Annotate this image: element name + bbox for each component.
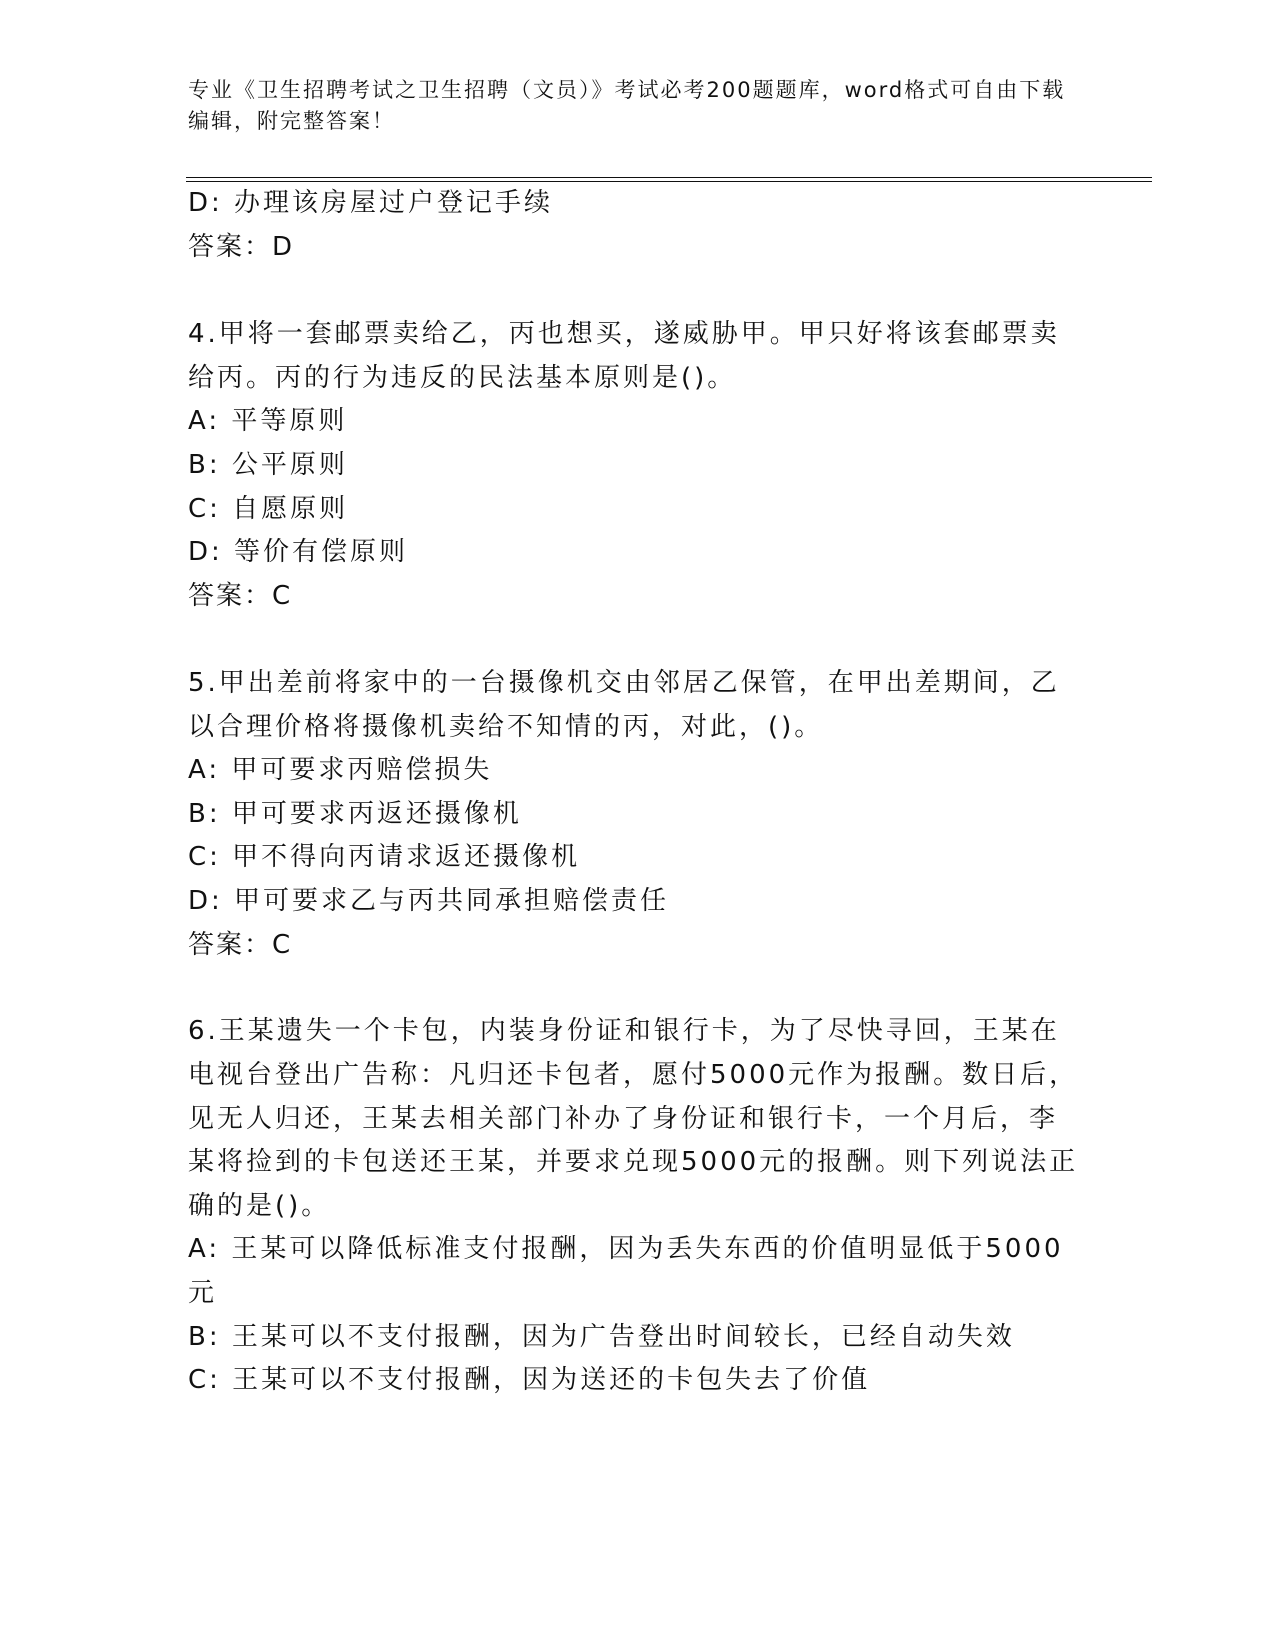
q5-option-d: D: 甲可要求乙与丙共同承担赔偿责任	[188, 886, 670, 916]
document-header: 专业《卫生招聘考试之卫生招聘（文员）》考试必考200题题库，word格式可自由下载编辑，附完整答案！	[188, 78, 1066, 133]
q5-stem-line-2: 以合理价格将摄像机卖给不知情的丙，对此，()。	[188, 712, 824, 742]
q6-option-b: B: 王某可以不支付报酬，因为广告登出时间较长，已经自动失效	[188, 1322, 1015, 1352]
q3-answer: 答案：D	[188, 232, 295, 262]
q4-option-c: C: 自愿原则	[188, 494, 349, 524]
q6-stem-line-3: 见无人归还，王某去相关部门补办了身份证和银行卡，一个月后，李	[188, 1104, 1059, 1134]
q6-stem-line-1: 6.王某遗失一个卡包，内装身份证和银行卡，为了尽快寻回，王某在	[188, 1016, 1060, 1046]
q6-option-a-line-2: 元	[188, 1278, 218, 1308]
q6-option-a-line-1: A: 王某可以降低标准支付报酬，因为丢失东西的价值明显低于5000	[188, 1234, 1064, 1264]
q4-stem-line-1: 4.甲将一套邮票卖给乙，丙也想买，遂威胁甲。甲只好将该套邮票卖	[188, 319, 1060, 349]
q4-option-b: B: 公平原则	[188, 450, 348, 480]
q6-stem-line-5: 确的是()。	[188, 1191, 331, 1221]
q5-option-b: B: 甲可要求丙返还摄像机	[188, 799, 522, 829]
q5-stem-line-1: 5.甲出差前将家中的一台摄像机交由邻居乙保管，在甲出差期间，乙	[188, 668, 1060, 698]
q6-stem-line-2: 电视台登出广告称：凡归还卡包者，愿付5000元作为报酬。数日后，	[188, 1060, 1079, 1090]
q5-answer: 答案：C	[188, 930, 293, 960]
q5-option-a: A: 甲可要求丙赔偿损失	[188, 755, 493, 785]
header-divider-top	[186, 177, 1152, 178]
q5-option-c: C: 甲不得向丙请求返还摄像机	[188, 842, 581, 872]
q4-option-a: A: 平等原则	[188, 406, 348, 436]
header-divider-bottom	[186, 181, 1152, 182]
q4-option-d: D: 等价有偿原则	[188, 537, 409, 567]
q3-option-d: D: 办理该房屋过户登记手续	[188, 188, 554, 218]
q4-answer: 答案：C	[188, 581, 293, 611]
q4-stem-line-2: 给丙。丙的行为违反的民法基本原则是()。	[188, 363, 737, 393]
q6-option-c: C: 王某可以不支付报酬，因为送还的卡包失去了价值	[188, 1365, 871, 1395]
q6-stem-line-4: 某将捡到的卡包送还王某，并要求兑现5000元的报酬。则下列说法正	[188, 1147, 1079, 1177]
